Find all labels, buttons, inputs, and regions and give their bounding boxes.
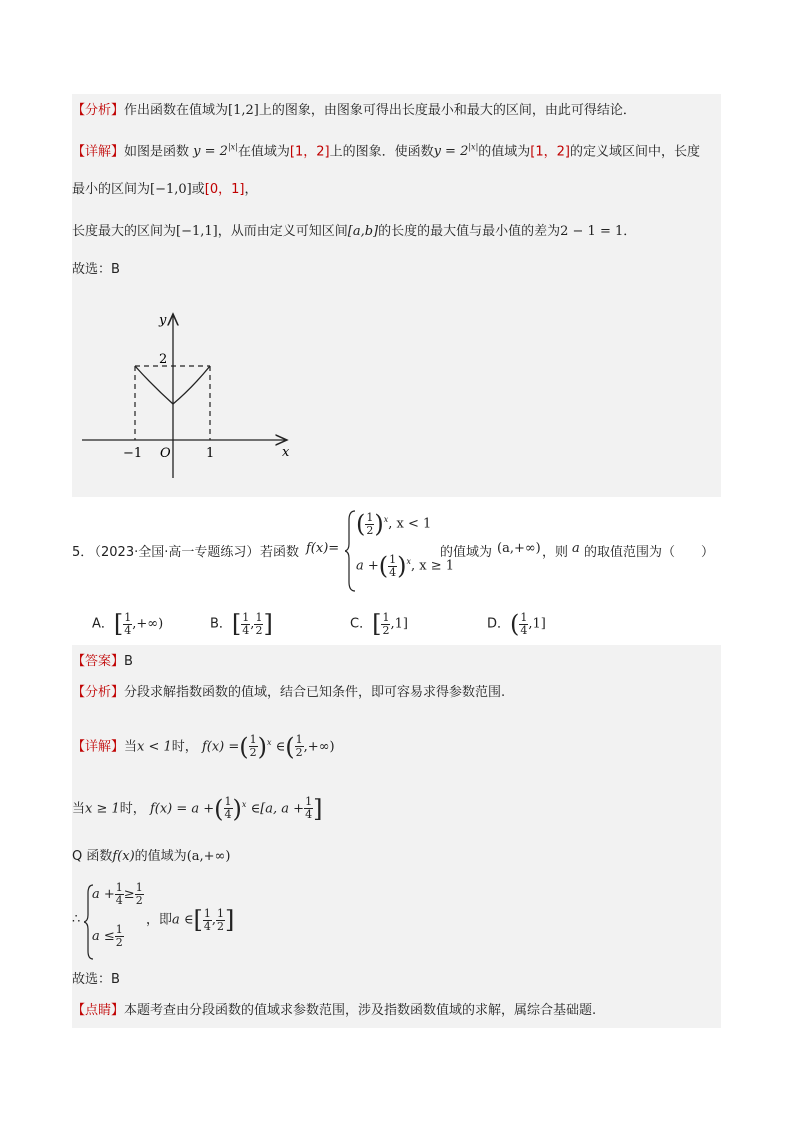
- detail2-interval2-a: [a, a +: [260, 801, 305, 817]
- y-axis-label: y: [159, 313, 167, 328]
- function-graph: [72, 300, 312, 490]
- analysis-tag: 【分析】: [72, 103, 125, 118]
- analysis-line-2: [72, 683, 505, 703]
- question-number: 5．: [72, 545, 94, 560]
- question-text-a: 若函数: [260, 545, 300, 560]
- detail-line3-end: ．: [623, 224, 637, 239]
- interval-min-1: [−1,0]: [150, 182, 192, 197]
- detail2-fx2: f(x) = a +: [149, 801, 215, 817]
- detail-line3-text-b: ，从而由定义可知区间: [217, 224, 348, 239]
- tick-2-label: 2: [159, 352, 168, 367]
- interval-ab: [a,b]: [347, 224, 379, 239]
- tick-neg1-label: −1: [123, 446, 143, 461]
- analysis-text-b: 上的图象，由图象可得出长度最小和最大的区间，由此可得结论．: [258, 103, 636, 118]
- detail2-range: (a,+∞): [186, 849, 231, 864]
- detail2-line-2: 当x ≥ 1时， f(x) = a +( $\frac{1}{4}$ )$^x$ ∈[a, a + $\frac{1}{4}$ ]: [72, 794, 323, 823]
- analysis2-tag: 【分析】: [72, 685, 125, 700]
- system-line-2: a ≤ $\frac{1}{2}$: [92, 923, 123, 949]
- detail-line3-text: 长度最大的区间为: [72, 224, 177, 239]
- case-1: ( $\frac{1}{2}$ )$^x$, x < 1: [356, 510, 432, 538]
- question-text-b: 的值域为: [440, 545, 493, 560]
- detail2-shi: 时，: [171, 739, 198, 755]
- detail-or: 或: [191, 182, 205, 197]
- detail-tag: 【详解】: [72, 144, 125, 160]
- detail-text-c: 上的图象．使函数: [329, 144, 434, 160]
- point-text: 本题考查由分段函数的值域求参数范围，涉及指数函数值域的求解，属综合基础题.: [124, 1003, 597, 1018]
- inequality-system: [72, 880, 312, 964]
- therefore-symbol: ∴: [72, 912, 81, 927]
- detail-line-2: [72, 180, 257, 200]
- analysis-interval: [1,2]: [228, 103, 259, 118]
- detail-text: 如图是函数: [124, 144, 190, 160]
- detail2-range-text: 的值域为: [134, 849, 187, 864]
- question-range: (a,+∞): [497, 541, 541, 556]
- interval-max: [−1,1]: [176, 224, 218, 239]
- option-a[interactable]: A．[ $\frac{1}{4}$ ,+∞): [92, 610, 164, 638]
- analysis-text: 作出函数在值域为: [124, 103, 229, 118]
- func-expression-2: $y = 2^{|x|}$: [433, 143, 479, 160]
- detail2-fx1: f(x) =: [201, 739, 240, 755]
- case2-a: a +: [356, 558, 379, 574]
- detail-text-d: 的值域为: [478, 144, 531, 160]
- difference-calc: 2 − 1 = 1: [560, 224, 624, 239]
- analysis2-text: 分段求解指数函数的值域，结合已知条件，即可容易求得参数范围.: [124, 685, 506, 700]
- question-text-c: ，则: [542, 545, 569, 560]
- detail2-cond1: x < 1: [137, 739, 172, 755]
- x-axis-label: x: [282, 445, 290, 460]
- detail-line2-text: 最小的区间为: [72, 182, 151, 197]
- case2-condition: , x ≥ 1: [411, 558, 455, 574]
- detail2-line-3: [72, 847, 230, 867]
- detail2-tag: 【详解】: [72, 739, 125, 755]
- tick-1-label: 1: [206, 446, 215, 461]
- detail2-fx3: f(x): [112, 849, 135, 864]
- case-2: a +( $\frac{1}{4}$ )$^x$, x ≥ 1: [356, 552, 455, 580]
- interval-min-2: [0，1]: [204, 182, 245, 197]
- point-line: [72, 1001, 596, 1021]
- question-fx: f(x)=: [306, 541, 340, 556]
- answer-line-1: 故选：B: [72, 262, 120, 277]
- case1-condition: , x < 1: [388, 516, 432, 532]
- detail2-in1: ∈: [275, 739, 286, 755]
- option-d[interactable]: D．( $\frac{1}{4}$ ,1]: [487, 610, 546, 638]
- point-tag: 【点睛】: [72, 1003, 125, 1018]
- origin-label: O: [160, 446, 171, 461]
- detail-text-e: 的定义域区间中，长度: [569, 144, 700, 160]
- detail-text-b: 在值域为: [237, 144, 290, 160]
- system-line-1: a + $\frac{1}{4}$ ≥ $\frac{1}{2}$: [92, 881, 143, 907]
- detail-range: [1，2]: [289, 144, 330, 160]
- detail2-because: Q 函数: [72, 849, 113, 864]
- detail-line-3: [72, 222, 636, 242]
- question-source: （2023·全国·高一专题练习）: [88, 545, 260, 560]
- question-var: a: [572, 541, 580, 556]
- detail2-when: 当: [124, 739, 138, 755]
- detail-line2-end: ，: [244, 182, 258, 197]
- detail-line3-text-c: 的长度的最大值与最小值的差为: [378, 224, 561, 239]
- answer-line-2: [72, 652, 133, 672]
- question-5: [72, 508, 732, 594]
- answer-tag: 【答案】: [72, 654, 125, 669]
- detail2-when2: 当: [72, 801, 86, 817]
- detail-line-1: [72, 138, 700, 162]
- option-b[interactable]: B．[ $\frac{1}{4}$ , $\frac{1}{2}$ ]: [210, 610, 273, 638]
- analysis-line: [72, 101, 636, 121]
- detail2-in2: ∈: [250, 801, 261, 817]
- question-text-d: 的取值范围为（ ）: [584, 545, 715, 560]
- func-expression: $y = 2^{|x|}$: [193, 143, 238, 160]
- detail2-shi2: 时，: [119, 801, 146, 817]
- detail-range-2: [1，2]: [530, 144, 570, 160]
- option-c[interactable]: C．[ $\frac{1}{2}$ ,1]: [350, 610, 408, 638]
- detail2-interval1-end: ,+∞): [303, 739, 335, 755]
- answer-value: B: [124, 654, 133, 669]
- detail2-cond2: x ≥ 1: [85, 801, 120, 817]
- system-result: ，即a ∈[ $\frac{1}{4}$ , $\frac{1}{2}$ ]: [146, 906, 235, 934]
- detail2-line-1: 【详解】当x < 1时， f(x) =( $\frac{1}{2}$ )$^x$ ∈( $\frac{1}{2}$ ,+∞): [72, 732, 335, 761]
- answer-line-3: 故选：B: [72, 972, 120, 987]
